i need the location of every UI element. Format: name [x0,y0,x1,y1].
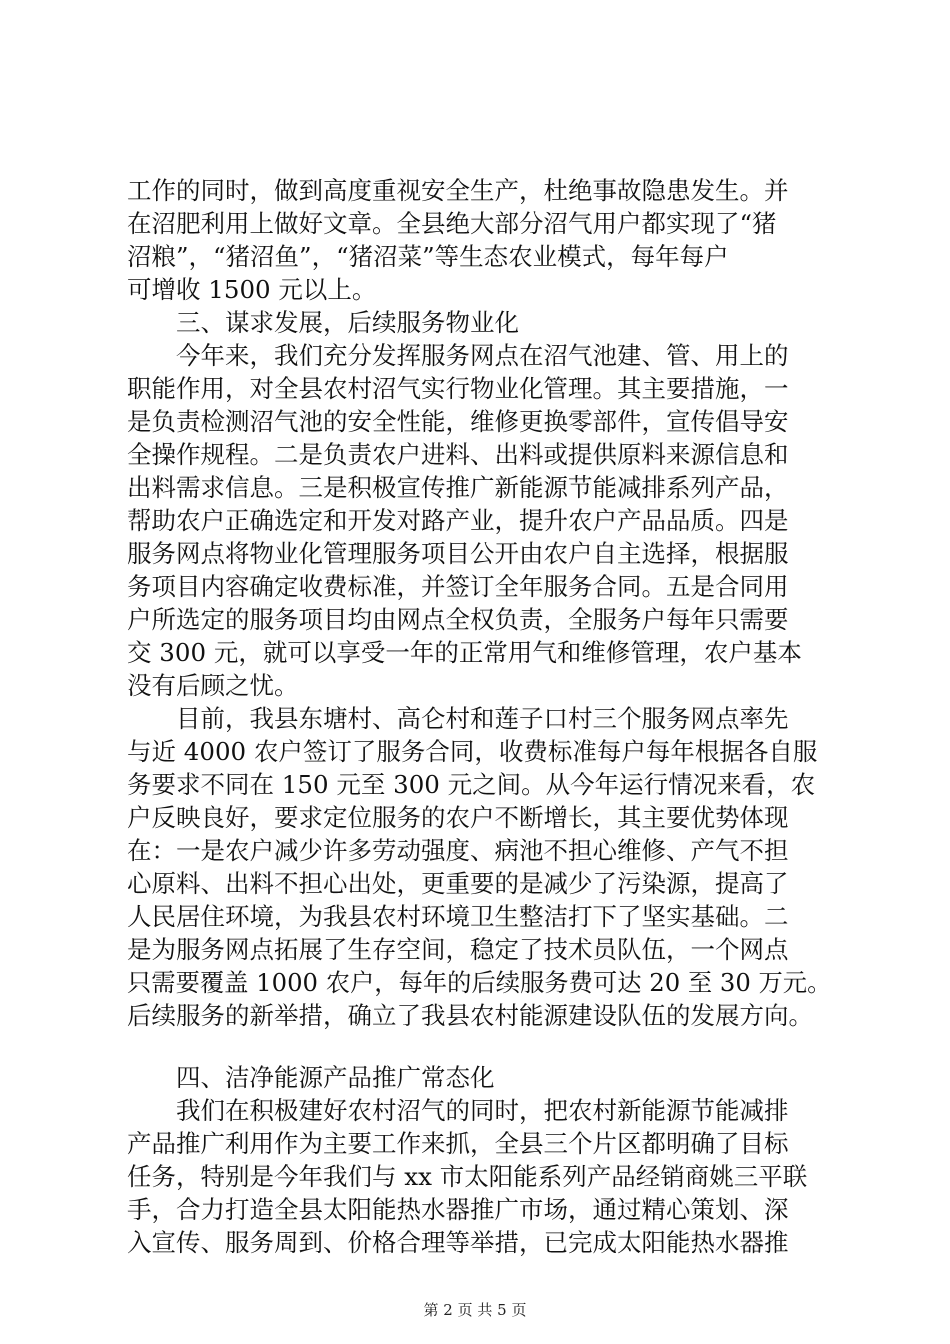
text-line: 是负责检测沼气池的安全性能，维修更换零部件，宣传倡导安 [127,407,789,436]
text-line: 任务，特别是今年我们与 xx 市太阳能系列产品经销商姚三平联 [127,1162,808,1191]
text-line: 手，合力打造全县太阳能热水器推广市场，通过精心策划、深 [127,1195,789,1224]
text-line: 全操作规程。二是负责农户进料、出料或提供原料来源信息和 [127,440,789,469]
text-line: 职能作用，对全县农村沼气实行物业化管理。其主要措施，一 [127,374,789,403]
text-line: 在：一是农户减少许多劳动强度、病池不担心维修、产气不担 [127,836,789,865]
text-line: 交 300 元，就可以享受一年的正常用气和维修管理，农户基本 [127,638,802,667]
text-line: 只需要覆盖 1000 农户，每年的后续服务费可达 20 至 30 万元。 [127,968,832,997]
text-line: 户所选定的服务项目均由网点全权负责，全服务户每年只需要 [127,605,789,634]
text-line: 务要求不同在 150 元至 300 元之间。从今年运行情况来看，农 [127,770,816,799]
text-line: 是为服务网点拓展了生存空间，稳定了技术员队伍，一个网点 [127,935,789,964]
page-number-footer: 第 2 页 共 5 页 [423,1301,527,1319]
text-line: 户反映良好，要求定位服务的农户不断增长，其主要优势体现 [127,803,789,832]
section-heading: 三、谋求发展，后续服务物业化 [176,308,519,337]
text-line: 心原料、出料不担心出处，更重要的是减少了污染源，提高了 [127,869,789,898]
paragraph-first-line: 我们在积极建好农村沼气的同时，把农村新能源节能减排 [176,1096,789,1125]
text-line: 沼粮”，“猪沼鱼”，“猪沼菜”等生态农业模式，每年每户 [127,242,729,271]
text-line: 出料需求信息。三是积极宣传推广新能源节能减排系列产品， [127,473,789,502]
text-line: 产品推广利用作为主要工作来抓，全县三个片区都明确了目标 [127,1129,789,1158]
text-line: 在沼肥利用上做好文章。全县绝大部分沼气用户都实现了“猪 [127,209,777,238]
text-line: 人民居住环境，为我县农村环境卫生整洁打下了坚实基础。二 [127,902,789,931]
text-line: 工作的同时，做到高度重视安全生产，杜绝事故隐患发生。并 [127,176,789,205]
section-heading: 四、洁净能源产品推广常态化 [176,1063,495,1092]
text-line: 入宣传、服务周到、价格合理等举措，已完成太阳能热水器推 [127,1228,789,1257]
text-line: 务项目内容确定收费标准，并签订全年服务合同。五是合同用 [127,572,789,601]
text-line: 服务网点将物业化管理服务项目公开由农户自主选择，根据服 [127,539,789,568]
paragraph-first-line: 目前，我县东塘村、高仑村和莲子口村三个服务网点率先 [176,704,789,733]
paragraph-first-line: 今年来，我们充分发挥服务网点在沼气池建、管、用上的 [176,341,789,370]
text-line: 没有后顾之忧。 [127,671,299,700]
text-line: 后续服务的新举措，确立了我县农村能源建设队伍的发展方向。 [127,1001,813,1030]
text-line: 帮助农户正确选定和开发对路产业，提升农户产品品质。四是 [127,506,789,535]
text-line: 可增收 1500 元以上。 [127,275,377,304]
text-line: 与近 4000 农户签订了服务合同，收费标准每户每年根据各自服 [127,737,818,766]
